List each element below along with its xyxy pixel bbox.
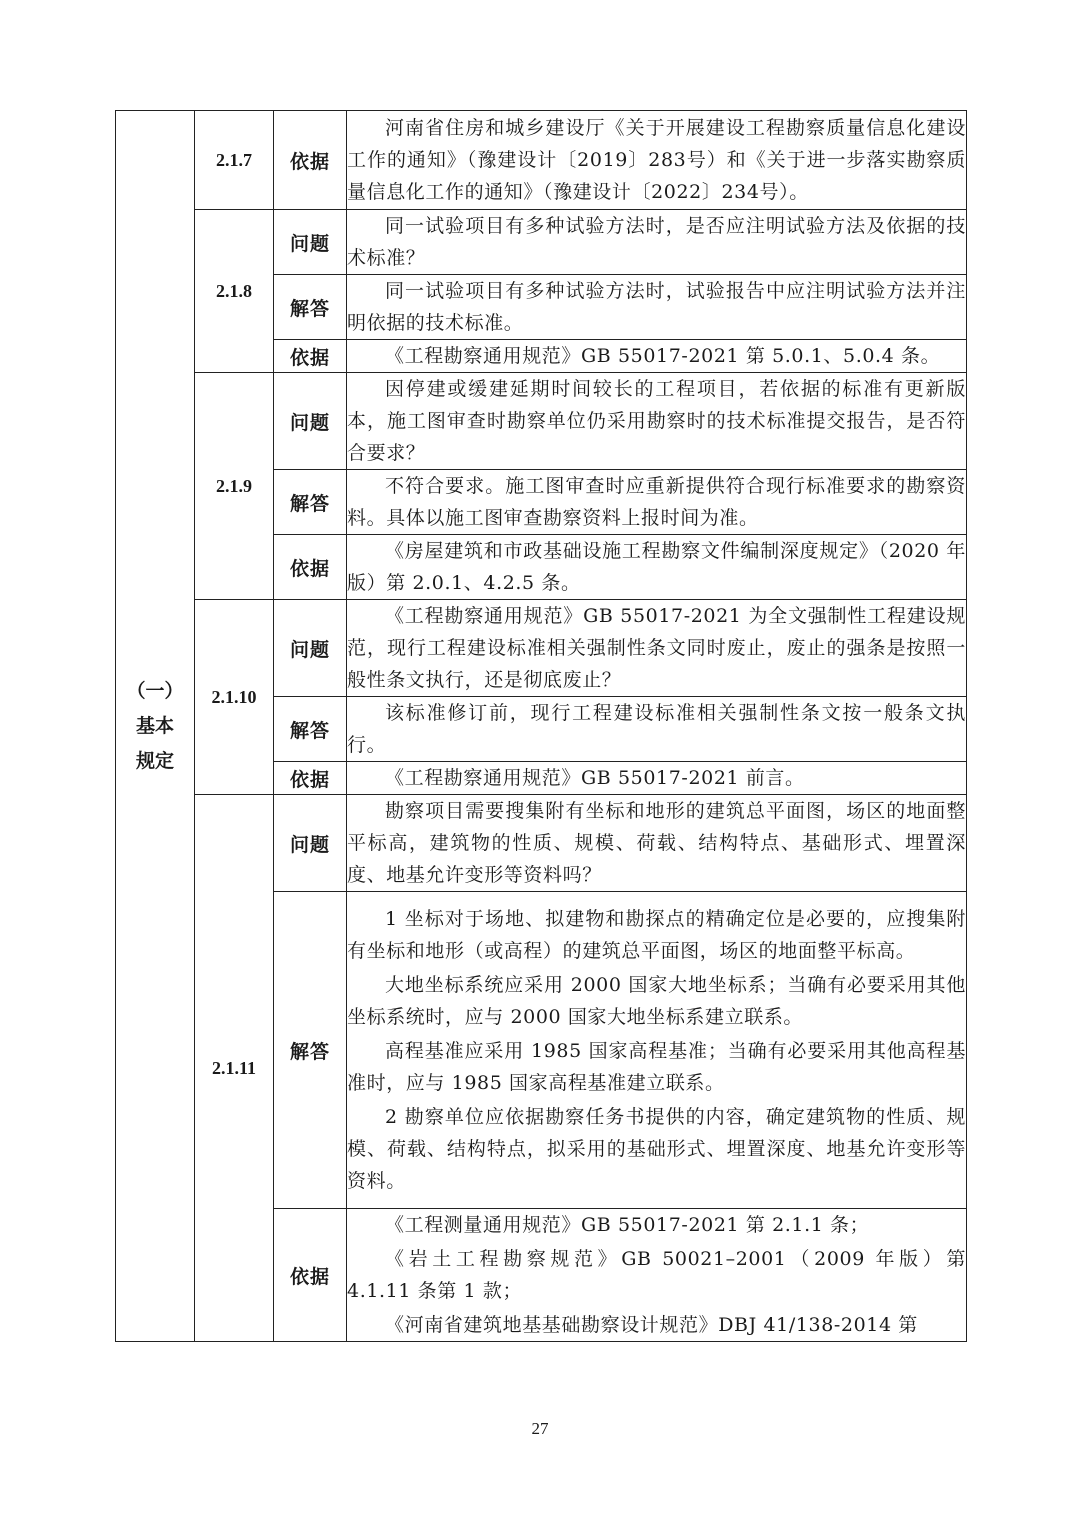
content-paragraph: 《工程测量通用规范》GB 55017-2021 第 2.1.1 条； bbox=[385, 1214, 870, 1236]
content-paragraph: 同一试验项目有多种试验方法时，是否应注明试验方法及依据的技术标准？ bbox=[347, 215, 966, 269]
row-label-question: 问题 bbox=[274, 600, 347, 697]
row-label-question: 问题 bbox=[274, 210, 347, 275]
content-paragraph: 《房屋建筑和市政基础设施工程勘察文件编制深度规定》（2020 年版）第 2.0.1、4.2.5 条。 bbox=[347, 540, 966, 594]
row-content bbox=[347, 210, 967, 275]
qa-table-body bbox=[116, 111, 967, 1342]
row-content bbox=[347, 111, 967, 210]
row-label-answer: 解答 bbox=[274, 697, 347, 762]
content-paragraph: 河南省住房和城乡建设厅《关于开展建设工程勘察质量信息化建设工作的通知》（豫建设计〔2019〕283号）和《关于进一步落实勘察质量信息化工作的通知》（豫建设计〔2022〕234号）。 bbox=[347, 117, 966, 203]
content-paragraph: 勘察项目需要搜集附有坐标和地形的建筑总平面图，场区的地面整平标高，建筑物的性质、规模、荷载、结构特点、基础形式、埋置深度、地基允许变形等资料吗？ bbox=[347, 800, 966, 886]
qa-table bbox=[115, 110, 967, 1342]
row-label-basis: 依据 bbox=[274, 762, 347, 795]
table-row bbox=[116, 210, 967, 275]
category-line-2: 基本 bbox=[135, 714, 174, 737]
clause-number: 2.1.9 bbox=[195, 373, 274, 600]
table-row bbox=[116, 600, 967, 697]
category-line-1: （一） bbox=[126, 679, 184, 702]
row-label-question: 问题 bbox=[274, 373, 347, 470]
row-content bbox=[347, 1209, 967, 1342]
table-row bbox=[116, 111, 967, 210]
content-paragraph: 不符合要求。施工图审查时应重新提供符合现行标准要求的勘察资料。具体以施工图审查勘察资料上报时间为准。 bbox=[347, 475, 966, 529]
clause-number: 2.1.10 bbox=[195, 600, 274, 795]
content-paragraph: 高程基准应采用 1985 国家高程基准；当确有必要采用其他高程基准时，应与 1985 国家高程基准建立联系。 bbox=[347, 1040, 966, 1094]
content-paragraph: 1 坐标对于场地、拟建物和勘探点的精确定位是必要的，应搜集附有坐标和地形（或高程）的建筑总平面图，场区的地面整平标高。 bbox=[347, 908, 966, 962]
content-paragraph: 2 勘察单位应依据勘察任务书提供的内容，确定建筑物的性质、规模、荷载、结构特点，拟采用的基础形式、埋置深度、地基允许变形等资料。 bbox=[347, 1106, 966, 1192]
row-content bbox=[347, 697, 967, 762]
row-content bbox=[347, 762, 967, 795]
row-label-basis: 依据 bbox=[274, 111, 347, 210]
page-number: 27 bbox=[531, 1419, 549, 1438]
row-label-basis: 依据 bbox=[274, 1209, 347, 1342]
row-content bbox=[347, 600, 967, 697]
row-label-basis: 依据 bbox=[274, 340, 347, 373]
row-label-basis: 依据 bbox=[274, 535, 347, 600]
row-content bbox=[347, 892, 967, 1209]
clause-number: 2.1.11 bbox=[195, 795, 274, 1342]
content-paragraph: 《工程勘察通用规范》GB 55017-2021 为全文强制性工程建设规范，现行工程建设标准相关强制性条文同时废止，废止的强条是按照一般性条文执行，还是彻底废止？ bbox=[347, 605, 966, 691]
row-label-answer: 解答 bbox=[274, 892, 347, 1209]
row-content bbox=[347, 340, 967, 373]
row-label-answer: 解答 bbox=[274, 470, 347, 535]
content-paragraph: 《工程勘察通用规范》GB 55017-2021 第 5.0.1、5.0.4 条。 bbox=[385, 345, 941, 367]
row-label-question: 问题 bbox=[274, 795, 347, 892]
content-paragraph: 该标准修订前，现行工程建设标准相关强制性条文按一般条文执行。 bbox=[347, 702, 966, 756]
content-paragraph: 《河南省建筑地基基础勘察设计规范》DBJ 41/138-2014 第 bbox=[385, 1314, 918, 1336]
content-paragraph: 同一试验项目有多种试验方法时，试验报告中应注明试验方法并注明依据的技术标准。 bbox=[347, 280, 966, 334]
row-content bbox=[347, 795, 967, 892]
content-paragraph: 《岩土工程勘察规范》GB 50021–2001（2009 年版）第 4.1.11 条第 1 款； bbox=[347, 1248, 966, 1302]
clause-number: 2.1.7 bbox=[195, 111, 274, 210]
content-paragraph: 《工程勘察通用规范》GB 55017-2021 前言。 bbox=[385, 767, 805, 789]
row-content bbox=[347, 373, 967, 470]
row-label-answer: 解答 bbox=[274, 275, 347, 340]
row-content bbox=[347, 535, 967, 600]
table-row bbox=[116, 795, 967, 892]
table-row bbox=[116, 373, 967, 470]
content-paragraph: 因停建或缓建延期时间较长的工程项目，若依据的标准有更新版本，施工图审查时勘察单位仍采用勘察时的技术标准提交报告，是否符合要求？ bbox=[347, 378, 966, 464]
clause-number: 2.1.8 bbox=[195, 210, 274, 373]
content-paragraph: 大地坐标系统应采用 2000 国家大地坐标系；当确有必要采用其他坐标系统时，应与 2000 国家大地坐标系建立联系。 bbox=[347, 974, 966, 1028]
row-content bbox=[347, 470, 967, 535]
category-line-3: 规定 bbox=[135, 749, 174, 772]
row-content bbox=[347, 275, 967, 340]
category-cell bbox=[116, 111, 195, 1342]
